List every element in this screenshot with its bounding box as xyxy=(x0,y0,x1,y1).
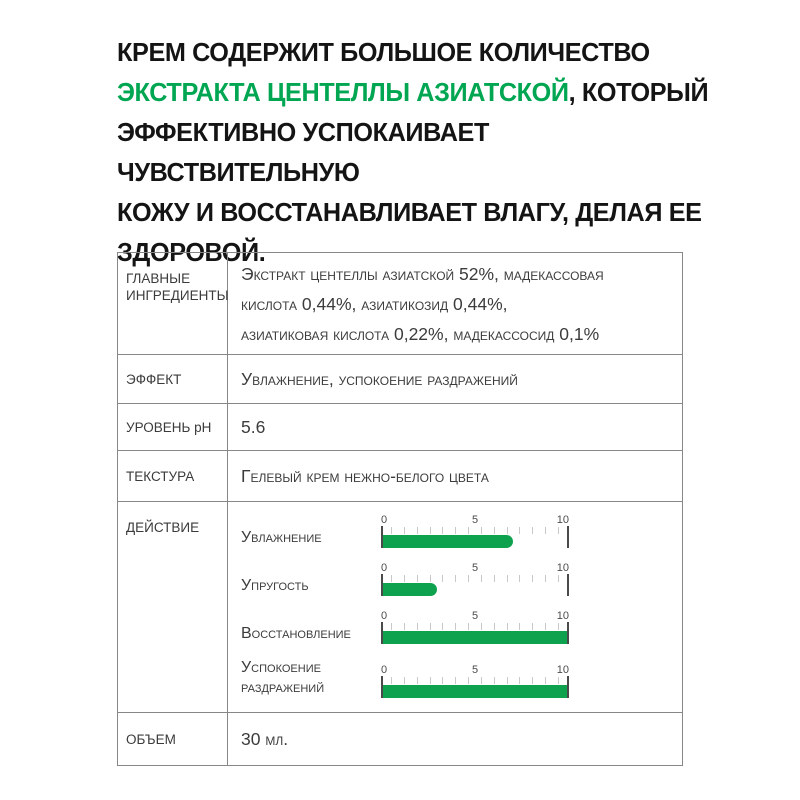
value-bar xyxy=(381,631,569,644)
minor-tick xyxy=(391,623,392,630)
bar-label: Увлажнение xyxy=(241,529,322,546)
scale-number-max: 10 xyxy=(556,514,569,526)
table-row-texture xyxy=(118,451,683,502)
minor-tick xyxy=(404,527,405,534)
row-value-ph: 5.6 xyxy=(228,404,683,451)
row-label-ph: УРОВЕНЬ pH xyxy=(118,404,228,451)
bar-group xyxy=(241,562,672,596)
minor-tick xyxy=(468,623,469,630)
minor-tick xyxy=(391,527,392,534)
minor-tick xyxy=(481,527,482,534)
minor-tick xyxy=(481,677,482,684)
minor-tick xyxy=(455,677,456,684)
headline-line: ЗДОРОВОЙ. xyxy=(117,237,266,267)
row-label-ingredients: ГЛАВНЫЕ ИНГРЕДИЕНТЫ xyxy=(118,253,228,355)
scale-number-min: 0 xyxy=(381,610,388,622)
minor-tick xyxy=(481,623,482,630)
table-row-effect xyxy=(118,355,683,404)
minor-tick xyxy=(417,677,418,684)
value-bar xyxy=(381,583,437,596)
minor-tick xyxy=(507,527,508,534)
minor-tick xyxy=(442,575,443,582)
minor-tick xyxy=(545,677,546,684)
minor-tick xyxy=(532,527,533,534)
value-line: Экстракт центеллы азиатской 52%, мадекассовая xyxy=(241,263,604,284)
minor-tick xyxy=(430,677,431,684)
scale-tick-end xyxy=(567,676,569,698)
minor-tick xyxy=(494,527,495,534)
scale-tick-end xyxy=(567,526,569,548)
scale-tick-start xyxy=(381,526,383,548)
minor-tick xyxy=(468,575,469,582)
value-bar xyxy=(381,535,513,548)
value-line: кислота 0,44%, азиатикозид 0,44%, xyxy=(241,293,508,314)
scale-tick-start xyxy=(381,574,383,596)
spec-table xyxy=(117,252,683,766)
scale-number-mid: 5 xyxy=(471,562,479,574)
bar-scale xyxy=(381,622,569,631)
minor-tick xyxy=(507,677,508,684)
scale-number-min: 0 xyxy=(381,562,388,574)
row-value-effect: Увлажнение, успокоение раздражений xyxy=(228,355,683,404)
minor-tick xyxy=(558,575,559,582)
minor-tick xyxy=(494,575,495,582)
minor-tick xyxy=(417,527,418,534)
bar-scale xyxy=(381,526,569,535)
minor-tick xyxy=(430,575,431,582)
minor-tick xyxy=(507,575,508,582)
scale-number-min: 0 xyxy=(381,664,388,676)
minor-tick xyxy=(442,527,443,534)
scale-tick-end xyxy=(567,574,569,596)
table-row-volume xyxy=(118,713,683,766)
scale-numbers xyxy=(381,514,569,526)
scale-number-max: 10 xyxy=(556,664,569,676)
value-bar xyxy=(381,685,569,698)
headline-line: КОЖУ И ВОССТАНАВЛИВАЕТ ВЛАГУ, ДЕЛАЯ ЕЕ xyxy=(117,197,702,227)
bar-label: Восстановление xyxy=(241,625,351,642)
scale-number-max: 10 xyxy=(556,562,569,574)
scale-number-mid: 5 xyxy=(471,514,479,526)
scale-numbers xyxy=(381,610,569,622)
row-label-action: ДЕЙСТВИЕ xyxy=(118,502,228,713)
bar-scale xyxy=(381,574,569,583)
bar-scale-block xyxy=(381,664,569,698)
minor-tick xyxy=(519,527,520,534)
row-value-action xyxy=(228,502,683,713)
minor-tick xyxy=(519,623,520,630)
minor-tick xyxy=(532,677,533,684)
minor-tick xyxy=(430,527,431,534)
bar-scale-block xyxy=(381,562,569,596)
headline-text: , КОТОРЫЙ xyxy=(568,77,709,107)
minor-tick xyxy=(430,623,431,630)
scale-number-mid: 5 xyxy=(471,664,479,676)
minor-tick xyxy=(391,677,392,684)
scale-number-min: 0 xyxy=(381,514,388,526)
minor-tick xyxy=(468,677,469,684)
row-value-texture: Гелевый крем нежно-белого цвета xyxy=(228,451,683,502)
headline-highlight: ЭКСТРАКТА ЦЕНТЕЛЛЫ АЗИАТСКОЙ xyxy=(117,77,569,107)
minor-tick xyxy=(455,575,456,582)
minor-tick xyxy=(532,575,533,582)
minor-tick xyxy=(417,623,418,630)
row-value-ingredients xyxy=(228,253,683,355)
row-label-volume: ОБЪЕМ xyxy=(118,713,228,766)
scale-tick-end xyxy=(567,622,569,644)
minor-tick xyxy=(404,677,405,684)
bar-scale-block xyxy=(381,514,569,548)
bar-group xyxy=(241,514,672,548)
minor-tick xyxy=(455,623,456,630)
minor-tick xyxy=(545,623,546,630)
scale-number-mid: 5 xyxy=(471,610,479,622)
bar-label: Упругость xyxy=(241,577,309,594)
minor-tick xyxy=(494,677,495,684)
minor-tick xyxy=(532,623,533,630)
minor-tick xyxy=(404,623,405,630)
scale-tick-start xyxy=(381,622,383,644)
minor-tick xyxy=(519,677,520,684)
table-row-ingredients xyxy=(118,253,683,355)
headline-text: КРЕМ СОДЕРЖИТ БОЛЬШОЕ КОЛИЧЕСТВО xyxy=(117,37,650,67)
minor-tick xyxy=(507,623,508,630)
minor-tick xyxy=(558,527,559,534)
action-bars-chart xyxy=(241,514,672,698)
minor-tick xyxy=(455,527,456,534)
minor-tick xyxy=(468,527,469,534)
row-value-volume: 30 мл. xyxy=(228,713,683,766)
minor-tick xyxy=(545,527,546,534)
minor-tick xyxy=(404,575,405,582)
minor-tick xyxy=(442,677,443,684)
scale-numbers xyxy=(381,664,569,676)
minor-tick xyxy=(558,623,559,630)
bar-scale xyxy=(381,676,569,685)
minor-tick xyxy=(391,575,392,582)
table-row-action xyxy=(118,502,683,713)
row-label-effect: ЭФФЕКТ xyxy=(118,355,228,404)
scale-number-max: 10 xyxy=(556,610,569,622)
bar-label: Успокоение раздражений xyxy=(241,659,325,696)
minor-tick xyxy=(494,623,495,630)
minor-tick xyxy=(442,623,443,630)
row-label-texture: ТЕКСТУРА xyxy=(118,451,228,502)
bar-scale-block xyxy=(381,610,569,644)
minor-tick xyxy=(519,575,520,582)
minor-tick xyxy=(481,575,482,582)
headline-line: ЭФФЕКТИВНО УСПОКАИВАЕТ ЧУВСТВИТЕЛЬНУЮ xyxy=(117,117,489,187)
scale-tick-start xyxy=(381,676,383,698)
minor-tick xyxy=(417,575,418,582)
bar-group xyxy=(241,658,672,698)
minor-tick xyxy=(558,677,559,684)
minor-tick xyxy=(545,575,546,582)
table-row-ph xyxy=(118,404,683,451)
headline-line xyxy=(117,32,718,72)
scale-numbers xyxy=(381,562,569,574)
bar-group xyxy=(241,610,672,644)
value-line: азиатиковая кислота 0,22%, мадекассосид 0,1% xyxy=(241,323,600,344)
headline-line xyxy=(117,72,718,112)
headline xyxy=(117,32,718,272)
